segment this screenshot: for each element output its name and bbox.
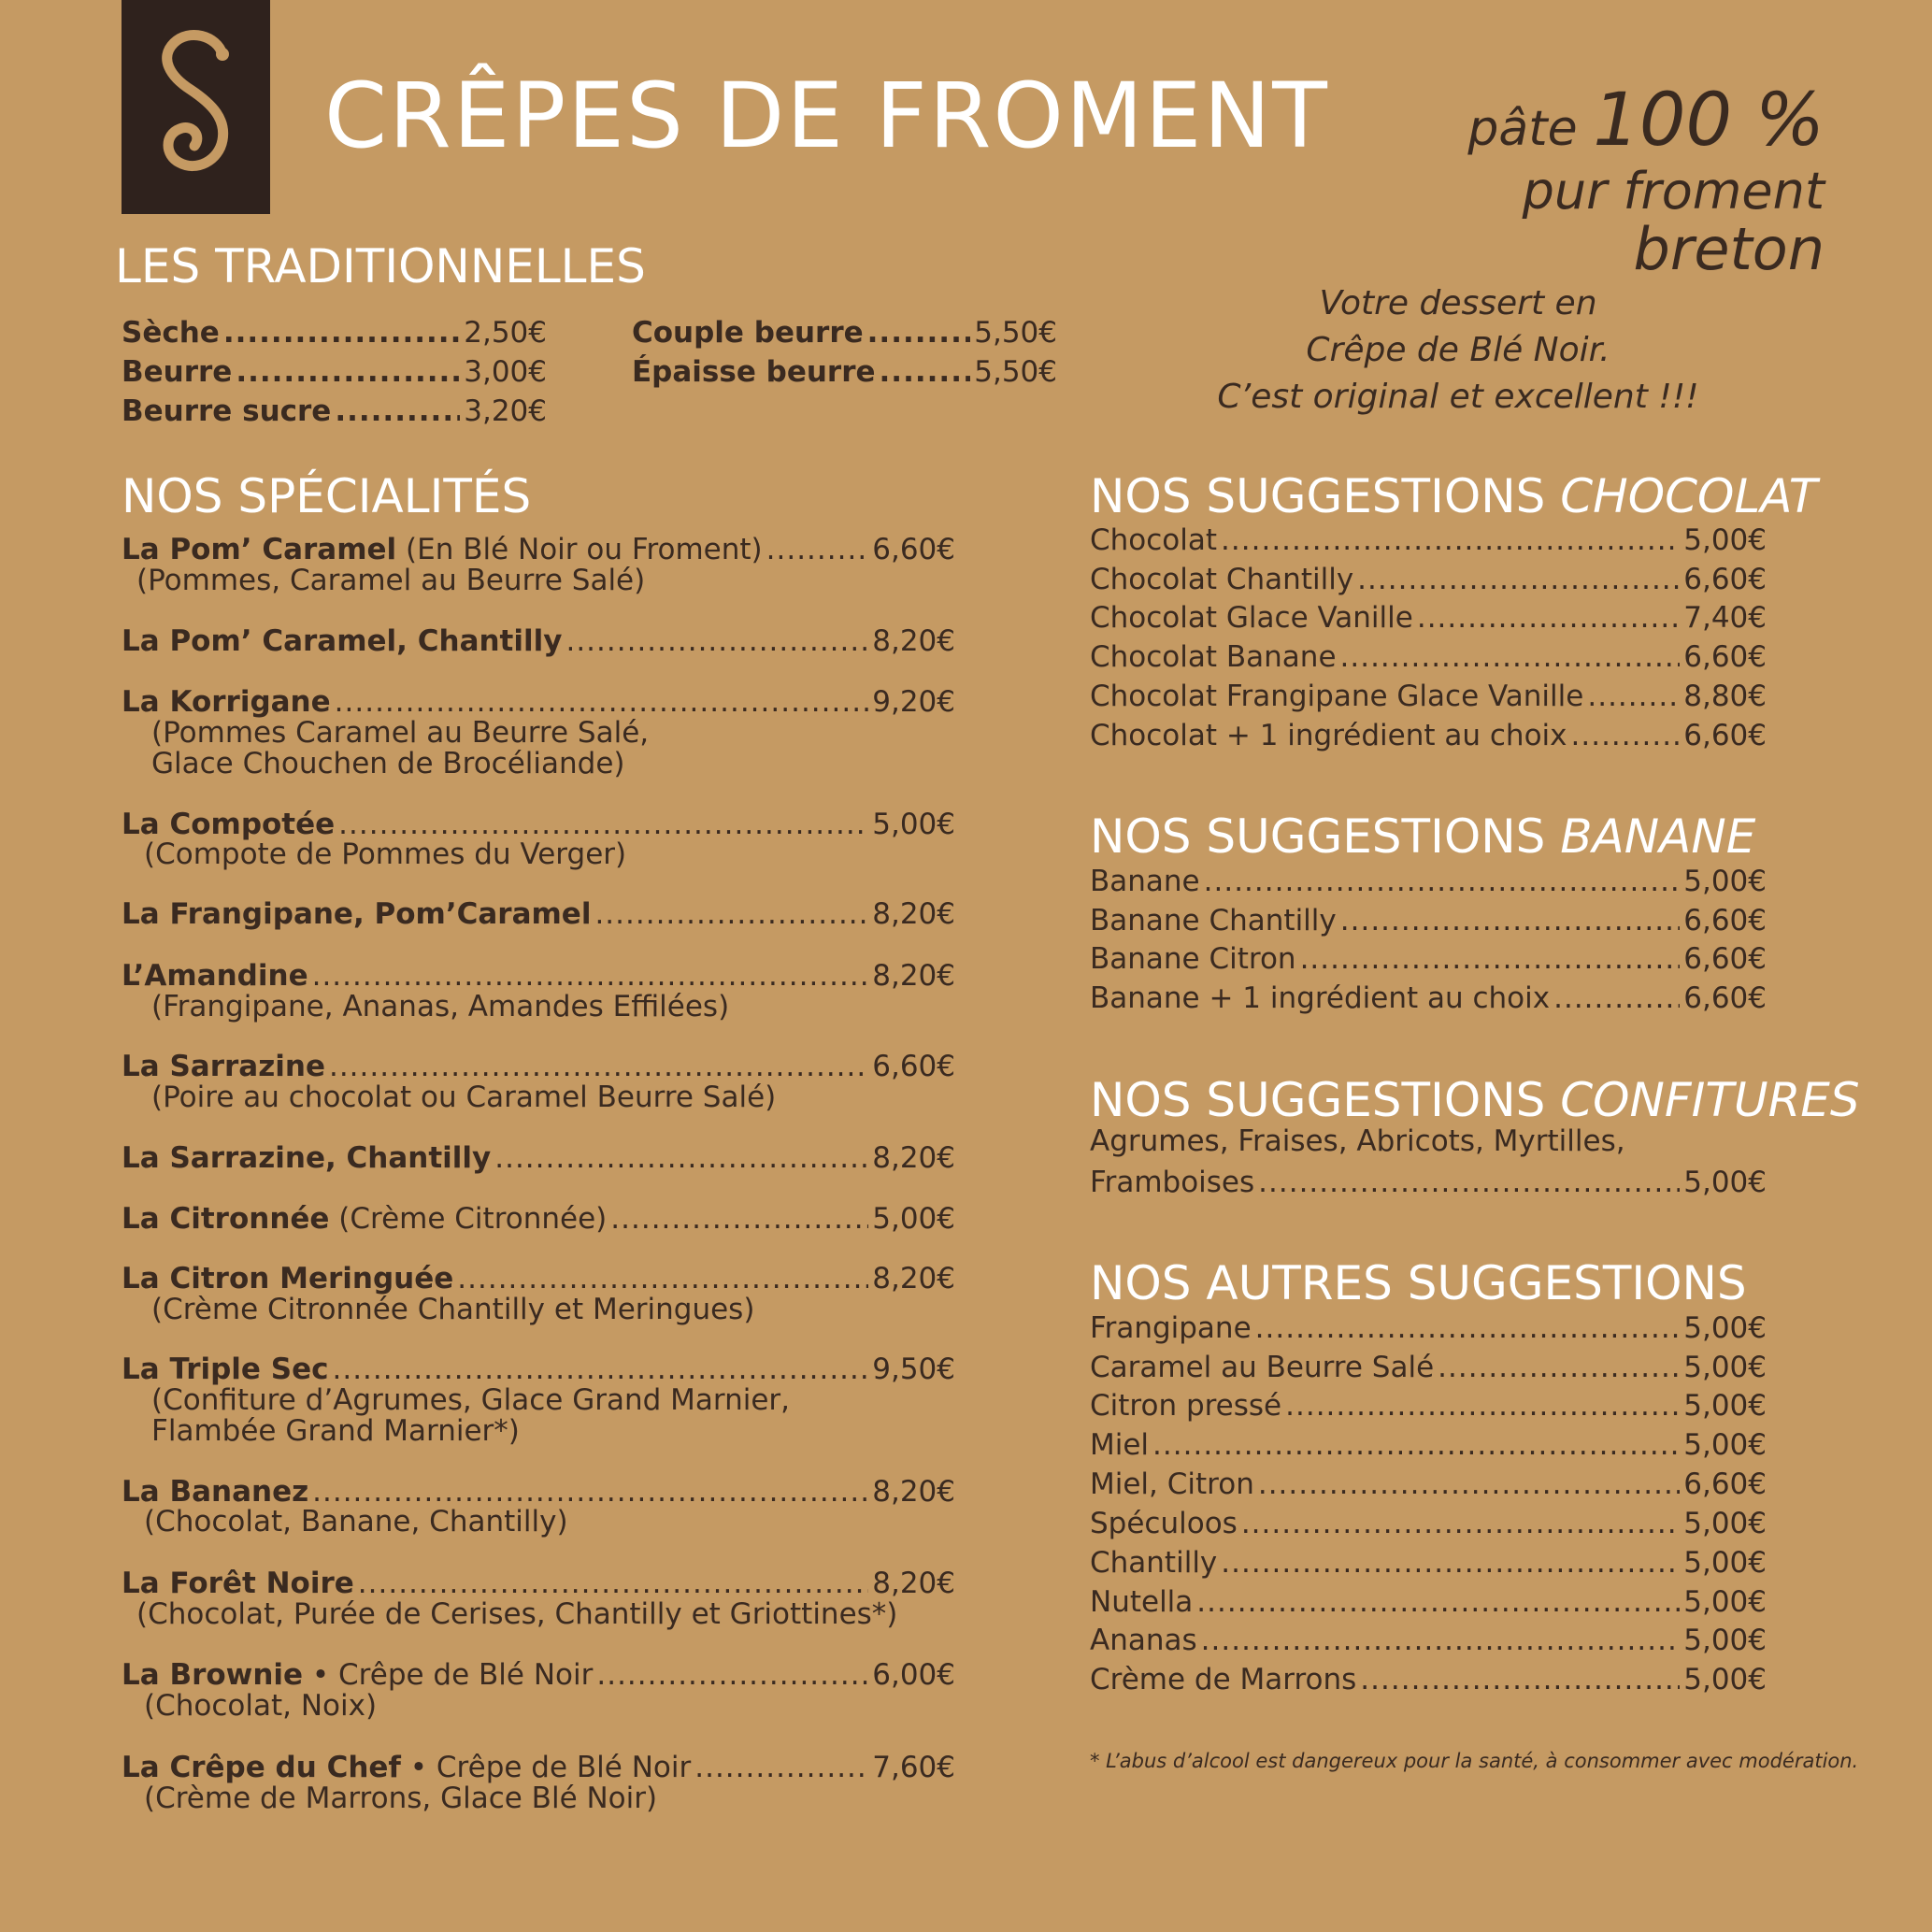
menu-item: Chocolat ..... 5,00€ [1090,523,1767,557]
menu-item: Citron pressé ..... 5,00€ [1090,1389,1767,1423]
menu-item-desc: (Crème Citronnée Chantilly et Meringues) [151,1293,755,1326]
menu-item-desc: Flambée Grand Marnier*) [151,1414,520,1448]
menu-item: Banane ..... 5,00€ [1090,865,1767,898]
menu-item: Crème de Marrons ..... 5,00€ [1090,1663,1767,1696]
menu-item-desc: (Crème de Marrons, Glace Blé Noir) [144,1782,658,1815]
tagline [1357,79,1825,283]
menu-item: Nutella ..... 5,00€ [1090,1585,1767,1619]
menu-item: Beurre sucre ..... 3,20€ [122,394,547,428]
menu-item-desc: (Pommes, Caramel au Beurre Salé) [136,564,646,597]
menu-item: Caramel au Beurre Salé ..... 5,00€ [1090,1351,1767,1384]
logo [122,0,270,214]
menu-item: La Citronnée (Crème Citronnée) ..... 5,00€ [122,1202,955,1236]
tagline-pre: pâte [1467,101,1578,157]
menu-item: Banane Chantilly ..... 6,60€ [1090,904,1767,937]
tagline-line3: breton [1633,215,1825,283]
menu-item: Beurre ..... 3,00€ [122,355,547,389]
menu-item: Frangipane ..... 5,00€ [1090,1311,1767,1345]
menu-item: La Frangipane, Pom’Caramel ..... 8,20€ [122,897,955,931]
promo-line: Crêpe de Blé Noir. [1306,331,1610,369]
menu-item: Chocolat + 1 ingrédient au choix ..... 6,60€ [1090,719,1767,752]
tagline-line2: pur froment [1522,162,1825,221]
menu-item: La Citron Meringuée ..... 8,20€ [122,1262,955,1295]
menu-item: La Pom’ Caramel (En Blé Noir ou Froment) ..... 6,60€ [122,533,955,566]
menu-item: Banane + 1 ingrédient au choix ..... 6,60€ [1090,981,1767,1015]
menu-item-desc: (Confiture d’Agrumes, Glace Grand Marnier, [151,1383,791,1417]
menu-item: Sèche ..... 2,50€ [122,316,547,350]
menu-item: La Korrigane ..... 9,20€ [122,685,955,719]
section-title-specialites: NOS SPÉCIALITÉS [122,469,532,523]
logo-s-mark [122,0,270,214]
menu-item: Chocolat Chantilly ..... 6,60€ [1090,563,1767,596]
menu-item: La Brownie • Crêpe de Blé Noir ..... 6,00€ [122,1658,955,1692]
menu-item: Miel ..... 5,00€ [1090,1428,1767,1462]
alcohol-footnote: * L’abus d’alcool est dangereux pour la santé, à consommer avec modération. [1090,1750,1859,1772]
menu-item: La Crêpe du Chef • Crêpe de Blé Noir ..... 7,60€ [122,1751,955,1784]
menu-item: Épaisse beurre ..... 5,50€ [632,355,1057,389]
section-title-traditionnelles: LES TRADITIONNELLES [115,239,646,293]
menu-item: La Sarrazine ..... 6,60€ [122,1050,955,1083]
menu-item: Couple beurre ..... 5,50€ [632,316,1057,350]
section-title-autres: NOS AUTRES SUGGESTIONS [1090,1256,1747,1310]
menu-item: Miel, Citron ..... 6,60€ [1090,1467,1767,1501]
menu-item: La Forêt Noire ..... 8,20€ [122,1567,955,1600]
promo-line: C’est original et excellent !!! [1217,378,1699,416]
menu-item: Spéculoos ..... 5,00€ [1090,1507,1767,1540]
menu-item: La Pom’ Caramel, Chantilly ..... 8,20€ [122,624,955,658]
promo-line: Votre dessert en [1319,284,1597,322]
menu-item-desc: (Compote de Pommes du Verger) [144,837,627,871]
menu-item: Banane Citron ..... 6,60€ [1090,942,1767,976]
menu-item: La Triple Sec ..... 9,50€ [122,1352,955,1386]
confitures-list-text: Agrumes, Fraises, Abricots, Myrtilles, [1090,1124,1625,1158]
section-title-chocolat: NOS SUGGESTIONS CHOCOLAT [1090,469,1818,523]
menu-item-desc: (Frangipane, Ananas, Amandes Effilées) [151,990,730,1023]
menu-item-desc: (Pommes Caramel au Beurre Salé, [151,716,650,750]
menu-item: La Sarrazine, Chantilly ..... 8,20€ [122,1141,955,1175]
page-title: CRÊPES DE FROMENT [324,64,1329,168]
menu-item-desc: (Chocolat, Purée de Cerises, Chantilly et Griottines*) [136,1597,898,1631]
section-title-banane: NOS SUGGESTIONS BANANE [1090,809,1756,864]
promo-text [1196,280,1720,421]
menu-item: Chantilly ..... 5,00€ [1090,1546,1767,1580]
menu-item: Chocolat Frangipane Glace Vanille ..... 8,80€ [1090,680,1767,713]
menu-item-desc: (Chocolat, Banane, Chantilly) [144,1505,568,1538]
menu-item: Chocolat Glace Vanille ..... 7,40€ [1090,601,1767,635]
tagline-big: 100 % [1593,79,1825,163]
menu-item: Framboises ..... 5,00€ [1090,1166,1767,1199]
menu-item: Ananas ..... 5,00€ [1090,1624,1767,1657]
menu-item-desc: Glace Chouchen de Brocéliande) [151,747,625,780]
menu-item: Chocolat Banane ..... 6,60€ [1090,640,1767,674]
menu-item: L’Amandine ..... 8,20€ [122,959,955,993]
section-title-confitures: NOS SUGGESTIONS CONFITURES [1090,1073,1860,1127]
menu-item: La Compotée ..... 5,00€ [122,808,955,841]
menu-item: La Bananez ..... 8,20€ [122,1475,955,1509]
menu-item-desc: (Poire au chocolat ou Caramel Beurre Salé) [151,1080,777,1114]
menu-item-desc: (Chocolat, Noix) [144,1689,378,1723]
